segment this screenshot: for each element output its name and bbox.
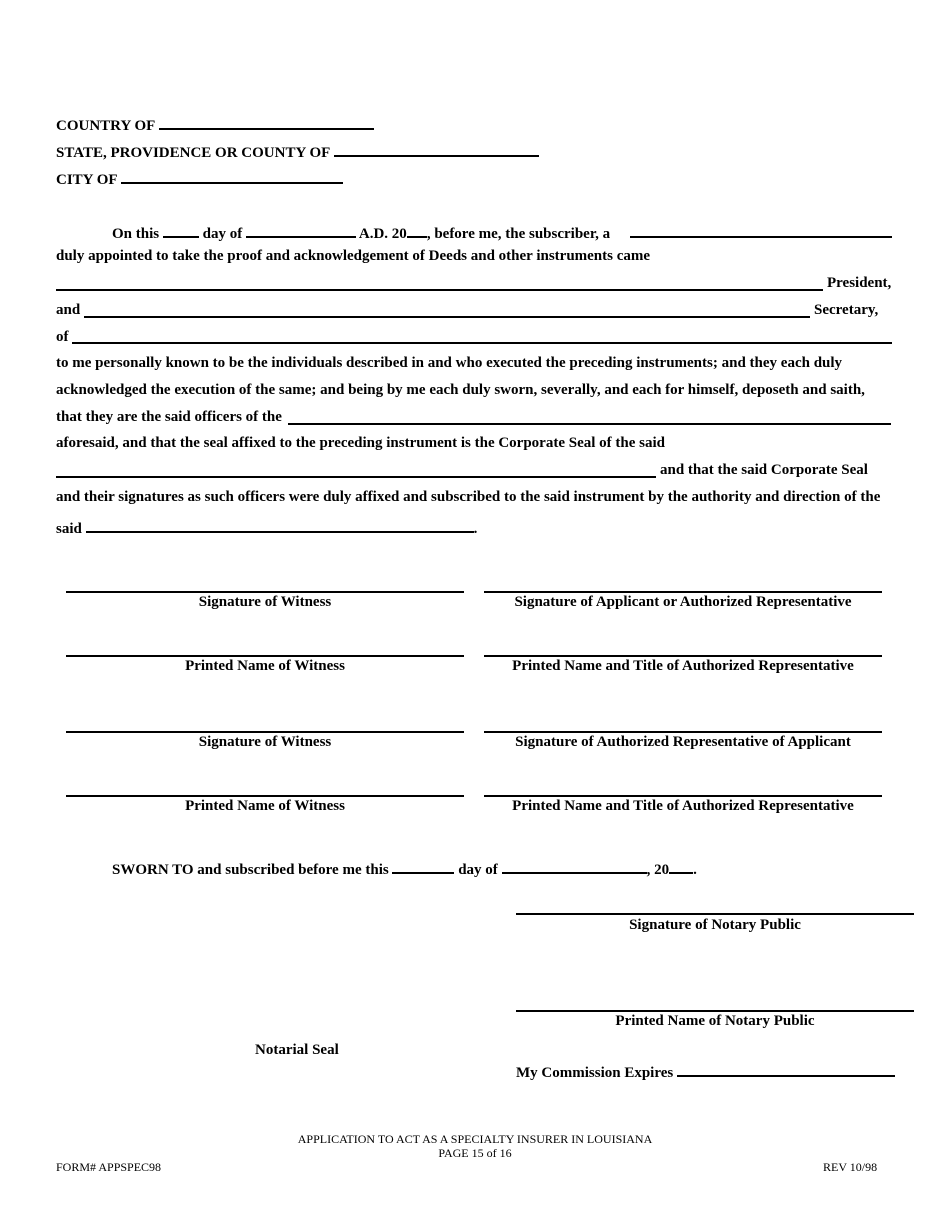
sworn-year-field[interactable] — [669, 857, 693, 874]
said-line — [56, 516, 477, 538]
before-me-text: , before me, the subscriber, a — [426, 226, 611, 242]
country-line — [56, 113, 374, 135]
commission-label: My Commission Expires — [516, 1065, 674, 1081]
subscriber-title-field[interactable] — [630, 236, 892, 238]
rep-name-caption-1: Printed Name and Title of Authorized Representative — [512, 658, 854, 674]
year-field[interactable] — [407, 221, 427, 238]
month-field[interactable] — [246, 221, 356, 238]
notary-name-line[interactable] — [516, 1010, 914, 1012]
acknowledged-text: acknowledged the execution of the same; and being by me each duly sworn, severally, and each for himself, deposeth and saith, — [56, 382, 865, 398]
state-label: STATE, PROVIDENCE OR COUNTY OF — [56, 145, 330, 161]
rep-signature-caption-2: Signature of Authorized Representative of Applicant — [515, 734, 851, 750]
footer-title: APPLICATION TO ACT AS A SPECIALTY INSURER IN LOUISIANA — [297, 1132, 653, 1146]
footer-revision: REV 10/98 — [823, 1160, 878, 1174]
signatures-text: and their signatures as such officers were duly affixed and subscribed to the said instrument by the authority and direction of the — [56, 489, 881, 505]
state-line — [56, 140, 539, 162]
footer-form-number: FORM# APPSPEC98 — [56, 1160, 162, 1174]
footer-center — [200, 1132, 750, 1160]
witness-name-caption-2: Printed Name of Witness — [185, 798, 345, 814]
said-label: said — [56, 521, 82, 537]
witness-signature-line-2[interactable] — [66, 731, 464, 733]
secretary-label: Secretary, — [814, 302, 879, 318]
and-label: and — [56, 302, 81, 318]
state-field[interactable] — [334, 140, 539, 157]
witness-signature-caption-1: Signature of Witness — [198, 594, 332, 610]
sworn-day-of: day of — [458, 862, 498, 878]
commission-line — [516, 1060, 895, 1082]
officers-text: that they are the said officers of the — [56, 409, 282, 425]
on-this-line — [112, 221, 610, 243]
commission-field[interactable] — [677, 1060, 895, 1077]
president-label: President, — [827, 275, 892, 291]
secretary-name-field[interactable] — [84, 316, 810, 318]
applicant-signature-line[interactable] — [484, 591, 882, 593]
rep-name-caption-2: Printed Name and Title of Authorized Representative — [512, 798, 854, 814]
city-field[interactable] — [121, 167, 343, 184]
corporate-seal-text: and that the said Corporate Seal — [660, 462, 868, 478]
sworn-line — [112, 857, 697, 879]
notary-name-caption: Printed Name of Notary Public — [615, 1013, 815, 1029]
company-name-field[interactable] — [72, 342, 892, 344]
sworn-period: . — [693, 862, 697, 878]
day-of-text: day of — [202, 226, 243, 242]
corporation-field[interactable] — [56, 476, 656, 478]
known-text: to me personally known to be the individuals described in and who executed the preceding instruments; and they each duly — [56, 355, 843, 371]
day-field[interactable] — [163, 221, 199, 238]
president-name-field[interactable] — [56, 289, 823, 291]
said-period: . — [473, 521, 478, 537]
of-label: of — [56, 329, 69, 345]
aforesaid-text: aforesaid, and that the seal affixed to the preceding instrument is the Corporate Seal of the said — [56, 435, 665, 451]
sworn-month-field[interactable] — [502, 857, 647, 874]
notary-signature-caption: Signature of Notary Public — [629, 917, 801, 933]
city-label: CITY OF — [56, 172, 117, 188]
country-label: COUNTRY OF — [56, 118, 155, 134]
sworn-prefix: SWORN TO and subscribed before me this — [112, 862, 389, 878]
rep-name-line-2[interactable] — [484, 795, 882, 797]
witness-signature-line-1[interactable] — [66, 591, 464, 593]
witness-name-line-1[interactable] — [66, 655, 464, 657]
witness-name-line-2[interactable] — [66, 795, 464, 797]
duly-appointed-text: duly appointed to take the proof and acknowledgement of Deeds and other instruments came — [56, 248, 651, 264]
footer-page: PAGE 15 of 16 — [438, 1146, 512, 1160]
sworn-comma-20: , 20 — [646, 862, 670, 878]
city-line — [56, 167, 343, 189]
on-this-text: On this — [112, 226, 160, 242]
applicant-signature-caption: Signature of Applicant or Authorized Representative — [514, 594, 852, 610]
sworn-day-field[interactable] — [392, 857, 454, 874]
country-field[interactable] — [159, 113, 374, 130]
rep-signature-line-2[interactable] — [484, 731, 882, 733]
ad-text: A.D. 20 — [358, 226, 407, 242]
witness-signature-caption-2: Signature of Witness — [198, 734, 332, 750]
officers-of-field[interactable] — [288, 423, 891, 425]
said-field[interactable] — [86, 516, 474, 533]
witness-name-caption-1: Printed Name of Witness — [185, 658, 345, 674]
rep-name-line-1[interactable] — [484, 655, 882, 657]
notarial-seal-label: Notarial Seal — [255, 1042, 339, 1058]
notary-signature-line[interactable] — [516, 913, 914, 915]
